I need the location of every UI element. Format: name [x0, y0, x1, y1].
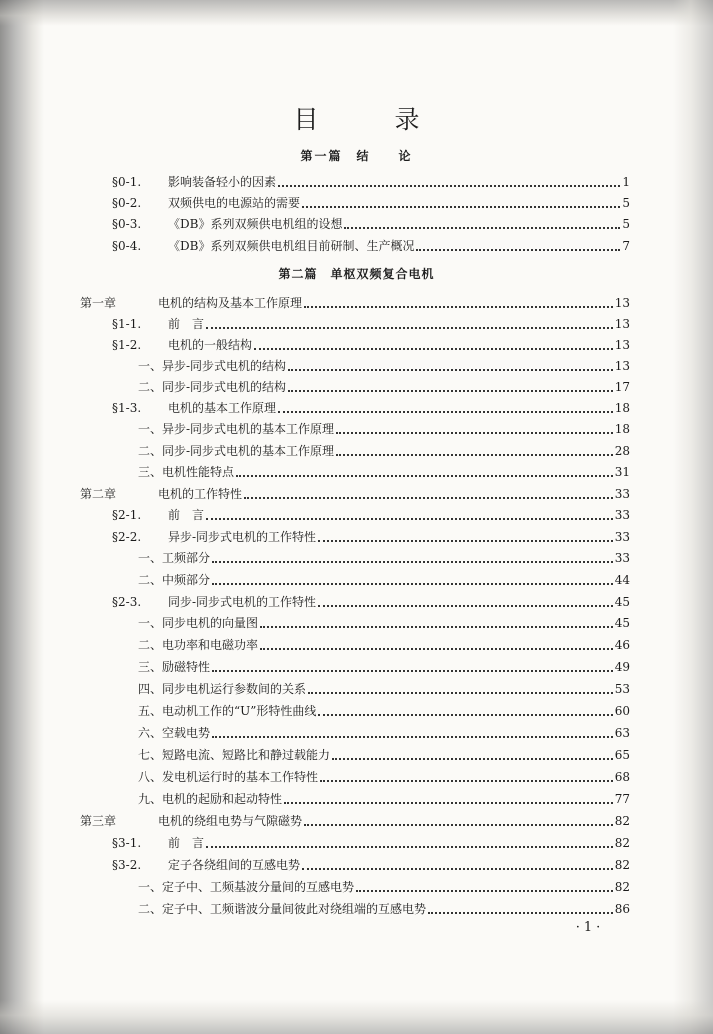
part-heading-2: 第二篇 单枢双频复合电机: [278, 267, 435, 281]
toc-entry-page: 82: [614, 880, 630, 894]
toc-entry-page: 63: [614, 726, 630, 740]
toc-leader-dots: [236, 463, 613, 477]
toc-entry-number: §2-3.: [112, 595, 142, 609]
toc-leader-dots: [302, 194, 620, 208]
toc-entry: [138, 723, 630, 741]
toc-entry-page: 5: [622, 196, 630, 210]
toc-entry-number: §0-2.: [112, 196, 142, 210]
toc-entry-page: 86: [614, 902, 630, 916]
toc-entry-number: §2-2.: [112, 530, 142, 544]
toc-entry-page: 28: [614, 444, 630, 458]
toc-entry-title: 五、电动机工作的“U”形特性曲线: [138, 704, 317, 718]
toc-entry: [112, 236, 630, 254]
toc-entry: [112, 505, 630, 523]
toc-entry: [138, 419, 630, 437]
toc-entry-number: §2-1.: [112, 508, 142, 522]
toc-entry-page: 13: [614, 359, 630, 373]
toc-leader-dots: [212, 571, 613, 585]
toc-entry-title: 电机的结构及基本工作原理: [158, 296, 303, 310]
toc-entry-page: 68: [614, 770, 630, 784]
toc-entry: [112, 335, 630, 353]
toc-leader-dots: [206, 506, 613, 520]
toc-entry-page: 13: [614, 296, 630, 310]
toc-leader-dots: [318, 702, 612, 716]
toc-entry-title: 二、同步-同步式电机的结构: [138, 380, 287, 394]
toc-entry-title: 一、同步电机的向量图: [138, 616, 259, 630]
toc-entry-number: 第三章: [80, 814, 117, 828]
page-title: 目 录: [293, 105, 454, 134]
toc-entry: [138, 462, 630, 480]
toc-entry: [138, 657, 630, 675]
toc-leader-dots: [212, 658, 613, 672]
page-number: ·1·: [575, 920, 605, 935]
toc-entry-title: 二、同步-同步式电机的基本工作原理: [138, 444, 335, 458]
toc-entry-page: 17: [614, 380, 630, 394]
toc-leader-dots: [318, 528, 613, 542]
toc-leader-dots: [332, 746, 613, 760]
toc-leader-dots: [308, 680, 613, 694]
toc-leader-dots: [302, 856, 613, 870]
toc-entry-page: 33: [614, 487, 630, 501]
toc-entry: [112, 592, 630, 610]
toc-leader-dots: [428, 900, 613, 914]
toc-entry-number: 第二章: [80, 487, 117, 501]
toc-leader-dots: [288, 357, 613, 371]
toc-entry-page: 33: [614, 530, 630, 544]
toc-entry: [112, 527, 630, 545]
toc-entry: [138, 613, 630, 631]
toc-entry-number: §0-1.: [112, 175, 142, 189]
toc-entry-page: 1: [622, 175, 630, 189]
toc-entry-title: 二、定子中、工频谐波分量间彼此对绕组端的互感电势: [138, 902, 427, 916]
toc-entry-number: §1-1.: [112, 317, 142, 331]
toc-entry: [138, 635, 630, 653]
toc-entry-page: 60: [614, 704, 630, 718]
toc-entry-title: 电机的绕组电势与气隙磁势: [158, 814, 303, 828]
toc-leader-dots: [212, 549, 613, 563]
toc-entry-title: 六、空载电势: [138, 726, 211, 740]
toc-leader-dots: [278, 173, 620, 187]
toc-leader-dots: [244, 485, 613, 499]
toc-leader-dots: [320, 768, 613, 782]
toc-entry-title: 三、励磁特性: [138, 660, 211, 674]
toc-leader-dots: [284, 790, 613, 804]
toc-entry: [112, 855, 630, 873]
toc-entry-page: 53: [614, 682, 630, 696]
toc-entry-page: 7: [622, 239, 630, 253]
toc-entry-number: §1-3.: [112, 401, 142, 415]
toc-entry-page: 13: [614, 317, 630, 331]
toc-entry: [112, 172, 630, 190]
toc-entry-title: 电机的基本工作原理: [168, 401, 277, 415]
toc-entry-title: 电机的一般结构: [168, 338, 253, 352]
toc-entry-page: 65: [614, 748, 630, 762]
toc-leader-dots: [206, 315, 613, 329]
toc-entry: [80, 293, 630, 311]
toc-entry: [138, 767, 630, 785]
toc-entry: [112, 214, 630, 232]
toc-entry: [138, 679, 630, 697]
toc-entry-page: 49: [614, 660, 630, 674]
toc-entry-title: 一、定子中、工频基波分量间的互感电势: [138, 880, 355, 894]
toc-entry: [80, 811, 630, 829]
toc-entry-page: 18: [614, 422, 630, 436]
toc-entry: [112, 398, 630, 416]
toc-leader-dots: [336, 442, 613, 456]
toc-entry: [138, 701, 630, 719]
toc-entry-page: 82: [614, 814, 630, 828]
toc-leader-dots: [254, 336, 613, 350]
toc-entry: [138, 377, 630, 395]
toc-entry: [138, 441, 630, 459]
toc-entry-title: 一、异步-同步式电机的结构: [138, 359, 287, 373]
toc-leader-dots: [318, 593, 613, 607]
toc-entry-page: 82: [614, 836, 630, 850]
toc-entry-title: 异步-同步式电机的工作特性: [168, 530, 317, 544]
toc-entry-title: 前 言: [168, 508, 205, 522]
toc-entry: [112, 833, 630, 851]
toc-entry-title: 双频供电的电源站的需要: [168, 196, 301, 210]
toc-entry-title: 影响装备轻小的因素: [168, 175, 277, 189]
toc-entry: [138, 570, 630, 588]
toc-entry-title: 一、异步-同步式电机的基本工作原理: [138, 422, 335, 436]
toc-entry-title: 定子各绕组间的互感电势: [168, 858, 301, 872]
toc-entry-page: 45: [614, 616, 630, 630]
toc-entry: [138, 548, 630, 566]
toc-leader-dots: [304, 812, 613, 826]
toc-entry-number: §0-4.: [112, 239, 142, 253]
toc-entry-title: 同步-同步式电机的工作特性: [168, 595, 317, 609]
toc-entry-page: 44: [614, 573, 630, 587]
toc-entry-page: 33: [614, 508, 630, 522]
toc-entry-title: 二、中频部分: [138, 573, 211, 587]
toc-leader-dots: [206, 834, 613, 848]
toc-entry-title: 前 言: [168, 836, 205, 850]
toc-entry: [138, 356, 630, 374]
toc-entry: [80, 484, 630, 502]
toc-leader-dots: [304, 294, 613, 308]
toc-entry: [138, 877, 630, 895]
toc-leader-dots: [260, 614, 613, 628]
toc-entry-page: 31: [614, 465, 630, 479]
toc-entry-number: §3-1.: [112, 836, 142, 850]
toc-entry-page: 18: [614, 401, 630, 415]
toc-entry-page: 46: [614, 638, 630, 652]
part-heading-1: 第一篇 结 论: [300, 149, 413, 163]
toc-entry-title: 一、工频部分: [138, 551, 211, 565]
toc-entry-page: 33: [614, 551, 630, 565]
toc-entry-title: 前 言: [168, 317, 205, 331]
toc-leader-dots: [336, 420, 613, 434]
toc-entry-title: 三、电机性能特点: [138, 465, 235, 479]
toc-entry-number: §1-2.: [112, 338, 142, 352]
toc-entry-title: 七、短路电流、短路比和静过载能力: [138, 748, 331, 762]
toc-entry-number: §3-2.: [112, 858, 142, 872]
toc-entry-page: 77: [614, 792, 630, 806]
toc-leader-dots: [288, 378, 613, 392]
toc-entry-number: §0-3.: [112, 217, 142, 231]
toc-entry-title: 电机的工作特性: [158, 487, 243, 501]
toc-leader-dots: [212, 724, 613, 738]
toc-entry-page: 45: [614, 595, 630, 609]
toc-entry-title: 八、发电机运行时的基本工作特性: [138, 770, 319, 784]
toc-leader-dots: [356, 878, 613, 892]
toc-entry-title: 二、电功率和电磁功率: [138, 638, 259, 652]
toc-entry-title: 《DB》系列双频供电机组的设想: [168, 217, 343, 231]
toc-leader-dots: [260, 636, 613, 650]
toc-leader-dots: [344, 215, 620, 229]
toc-entry-title: 四、同步电机运行参数间的关系: [138, 682, 307, 696]
toc-entry-number: 第一章: [80, 296, 117, 310]
toc-leader-dots: [278, 399, 613, 413]
toc-entry-title: 九、电机的起励和起动特性: [138, 792, 283, 806]
toc-entry-page: 5: [622, 217, 630, 231]
toc-entry: [138, 899, 630, 917]
toc-entry-page: 82: [614, 858, 630, 872]
toc-leader-dots: [416, 237, 620, 251]
toc-entry: [112, 314, 630, 332]
toc-entry-title: 《DB》系列双频供电机组目前研制、生产概况: [168, 239, 415, 253]
toc-entry: [138, 745, 630, 763]
toc-entry: [138, 789, 630, 807]
toc-entry: [112, 193, 630, 211]
toc-entry-page: 13: [614, 338, 630, 352]
